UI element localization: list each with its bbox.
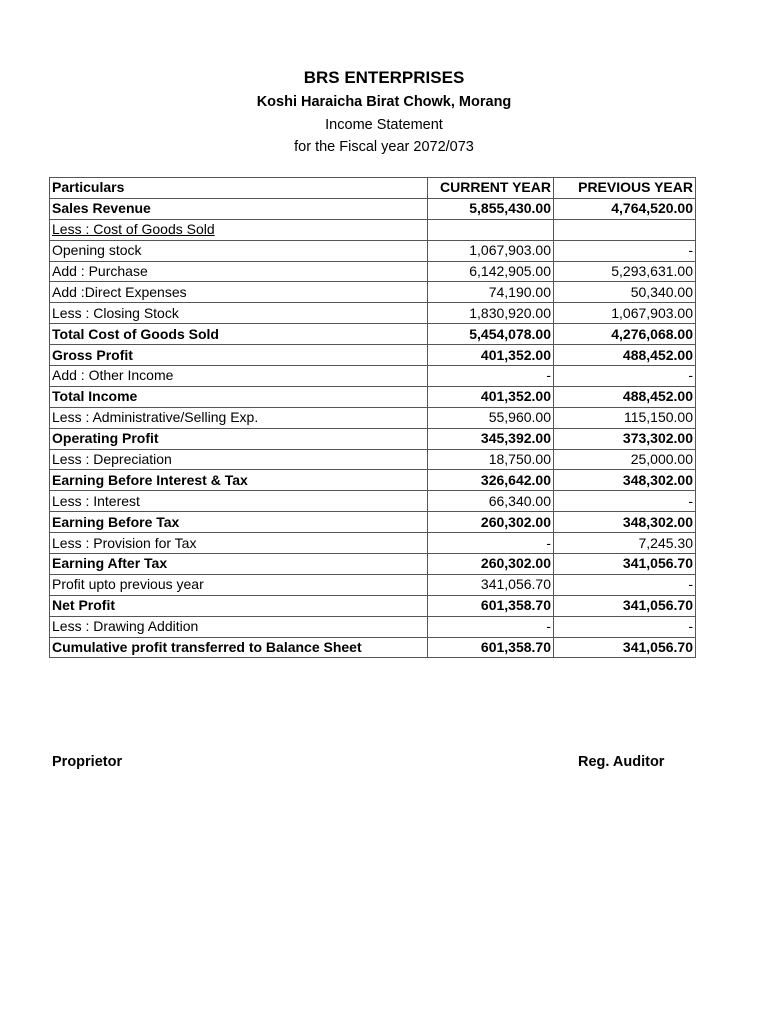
current-year-value: 401,352.00 xyxy=(428,345,554,366)
table-row xyxy=(50,198,696,219)
previous-year-value: 5,293,631.00 xyxy=(554,261,696,282)
row-label-cell xyxy=(50,240,428,261)
row-label: Less : Administrative/Selling Exp. xyxy=(52,409,259,426)
previous-year-value: 25,000.00 xyxy=(554,449,696,470)
row-label-cell xyxy=(50,428,428,449)
current-year-value xyxy=(428,219,554,240)
table-row xyxy=(50,282,696,303)
row-label: Opening stock xyxy=(52,242,142,259)
row-label-cell xyxy=(50,198,428,219)
row-label: Add : Purchase xyxy=(52,263,148,279)
proprietor-signature-label: Proprietor xyxy=(52,754,123,770)
table-row xyxy=(50,637,696,658)
table-row xyxy=(50,616,696,637)
row-label-cell xyxy=(50,533,428,554)
row-label-cell xyxy=(50,449,428,470)
current-year-value: 260,302.00 xyxy=(428,512,554,533)
table-row xyxy=(50,533,696,554)
row-label: Cumulative profit transferred to Balance Sheet xyxy=(52,639,362,656)
row-label-cell xyxy=(50,261,428,282)
company-name: BRS ENTERPRISES xyxy=(303,68,465,87)
current-year-value: 55,960.00 xyxy=(428,407,554,428)
table-row xyxy=(50,470,696,491)
table-row xyxy=(50,366,696,387)
table-row xyxy=(50,428,696,449)
header-particulars: Particulars xyxy=(50,178,428,199)
current-year-value: - xyxy=(428,366,554,387)
previous-year-value: 341,056.70 xyxy=(554,637,696,658)
previous-year-value: 488,452.00 xyxy=(554,345,696,366)
current-year-value: 5,855,430.00 xyxy=(428,198,554,219)
table-row xyxy=(50,386,696,407)
row-label-cell xyxy=(50,574,428,595)
current-year-value: 66,340.00 xyxy=(428,491,554,512)
previous-year-value: 50,340.00 xyxy=(554,282,696,303)
income-statement-table xyxy=(49,177,696,658)
current-year-value: 18,750.00 xyxy=(428,449,554,470)
current-year-value: 345,392.00 xyxy=(428,428,554,449)
row-label: Add :Direct Expenses xyxy=(52,283,187,300)
current-year-value: 260,302.00 xyxy=(428,554,554,575)
row-label: Total Cost of Goods Sold xyxy=(52,325,219,342)
row-label: Profit upto previous year xyxy=(52,576,204,593)
current-year-value: 326,642.00 xyxy=(428,470,554,491)
row-label: Total Income xyxy=(52,388,138,405)
table-row xyxy=(50,324,696,345)
row-label: Add : Other Income xyxy=(52,367,174,384)
previous-year-value: 348,302.00 xyxy=(554,512,696,533)
table-row xyxy=(50,407,696,428)
row-label-cell xyxy=(50,366,428,387)
previous-year-value: - xyxy=(554,240,696,261)
row-label: Operating Profit xyxy=(52,430,159,447)
table-row xyxy=(50,449,696,470)
previous-year-value: - xyxy=(554,366,696,387)
row-label: Earning Before Tax xyxy=(52,513,180,530)
row-label-cell xyxy=(50,637,428,658)
row-label-cell xyxy=(50,407,428,428)
row-label-cell xyxy=(50,282,428,303)
row-label: Earning After Tax xyxy=(52,555,168,572)
table-row xyxy=(50,554,696,575)
row-label: Less : Drawing Addition xyxy=(52,618,199,635)
previous-year-value: 348,302.00 xyxy=(554,470,696,491)
current-year-value: 601,358.70 xyxy=(428,595,554,616)
current-year-value: 5,454,078.00 xyxy=(428,324,554,345)
table-row xyxy=(50,261,696,282)
row-label-cell xyxy=(50,219,428,240)
company-address: Koshi Haraicha Birat Chowk, Morang xyxy=(256,94,512,110)
row-label-cell xyxy=(50,616,428,637)
current-year-value: 341,056.70 xyxy=(428,574,554,595)
previous-year-value: 1,067,903.00 xyxy=(554,303,696,324)
row-label: Earning Before Interest & Tax xyxy=(52,471,248,488)
table-header-row xyxy=(50,178,696,199)
table-row xyxy=(50,491,696,512)
auditor-signature-label: Reg. Auditor xyxy=(578,754,665,770)
table-row xyxy=(50,574,696,595)
previous-year-value: - xyxy=(554,574,696,595)
table-row xyxy=(50,345,696,366)
row-label: Less : Cost of Goods Sold xyxy=(52,221,215,238)
previous-year-value: 373,302.00 xyxy=(554,428,696,449)
previous-year-value: 7,245.30 xyxy=(554,533,696,554)
current-year-value: - xyxy=(428,533,554,554)
previous-year-value: 115,150.00 xyxy=(554,407,696,428)
row-label-cell xyxy=(50,303,428,324)
previous-year-value: 4,764,520.00 xyxy=(554,198,696,219)
current-year-value: - xyxy=(428,616,554,637)
row-label: Sales Revenue xyxy=(52,200,151,217)
header-current-year: CURRENT YEAR xyxy=(428,178,554,199)
row-label-cell xyxy=(50,345,428,366)
row-label-cell xyxy=(50,470,428,491)
row-label: Less : Provision for Tax xyxy=(52,534,197,551)
row-label: Less : Closing Stock xyxy=(52,304,179,321)
previous-year-value: 488,452.00 xyxy=(554,386,696,407)
current-year-value: 401,352.00 xyxy=(428,386,554,407)
previous-year-value: - xyxy=(554,616,696,637)
fiscal-period: for the Fiscal year 2072/073 xyxy=(294,139,474,155)
row-label: Less : Depreciation xyxy=(52,451,172,468)
row-label-cell xyxy=(50,554,428,575)
table-row xyxy=(50,240,696,261)
table-row xyxy=(50,595,696,616)
previous-year-value: 341,056.70 xyxy=(554,595,696,616)
row-label: Net Profit xyxy=(52,597,115,614)
current-year-value: 1,067,903.00 xyxy=(428,240,554,261)
previous-year-value xyxy=(554,219,696,240)
row-label-cell xyxy=(50,491,428,512)
row-label-cell xyxy=(50,595,428,616)
row-label: Gross Profit xyxy=(52,346,133,363)
current-year-value: 74,190.00 xyxy=(428,282,554,303)
previous-year-value: - xyxy=(554,491,696,512)
table-row xyxy=(50,219,696,240)
row-label-cell xyxy=(50,512,428,533)
table-row xyxy=(50,512,696,533)
row-label-cell xyxy=(50,386,428,407)
table-body xyxy=(50,198,696,658)
current-year-value: 1,830,920.00 xyxy=(428,303,554,324)
table-row xyxy=(50,303,696,324)
row-label: Less : Interest xyxy=(52,492,140,509)
header-previous-year: PREVIOUS YEAR xyxy=(554,178,696,199)
current-year-value: 601,358.70 xyxy=(428,637,554,658)
previous-year-value: 4,276,068.00 xyxy=(554,324,696,345)
previous-year-value: 341,056.70 xyxy=(554,554,696,575)
current-year-value: 6,142,905.00 xyxy=(428,261,554,282)
document-title: Income Statement xyxy=(325,117,443,133)
row-label-cell xyxy=(50,324,428,345)
